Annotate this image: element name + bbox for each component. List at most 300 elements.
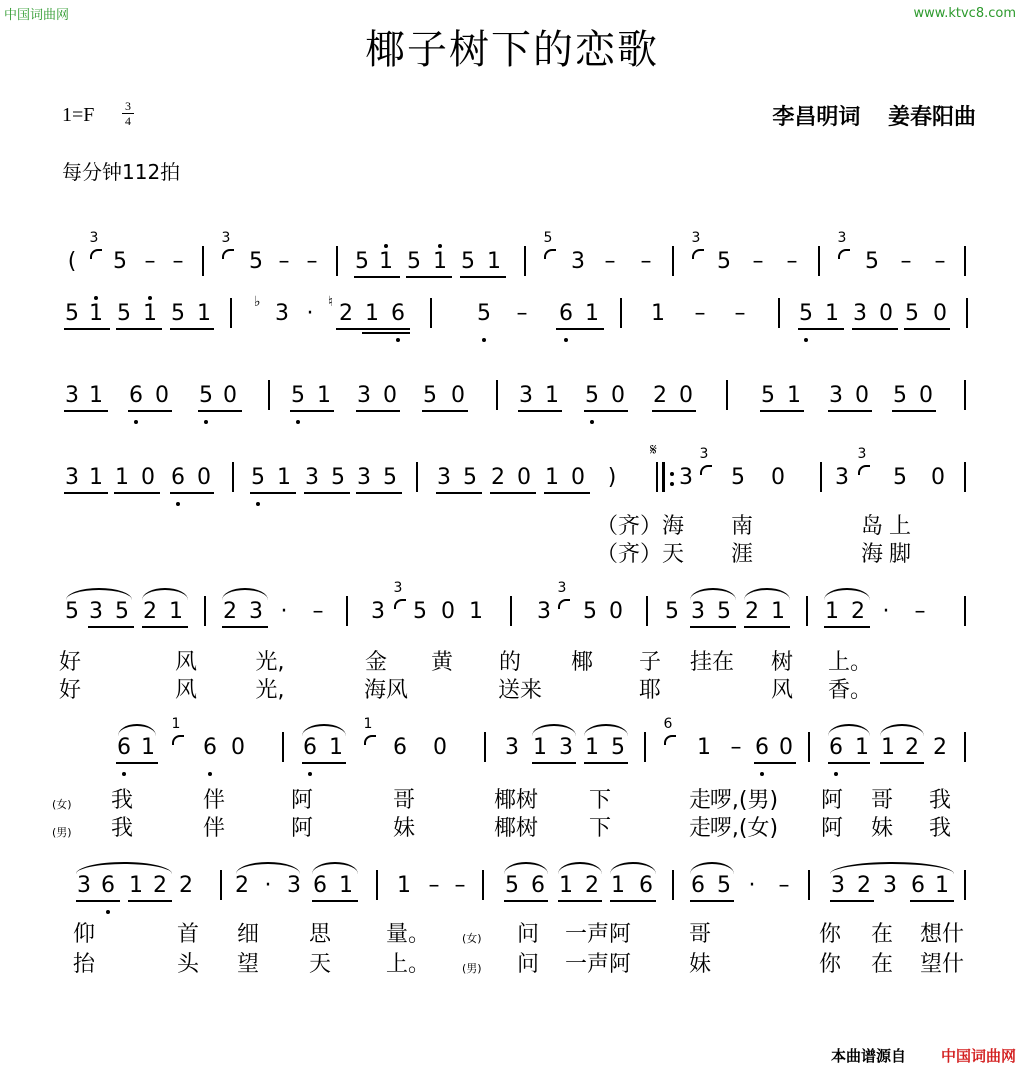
- beam-underline: [754, 762, 796, 764]
- note: 6: [171, 465, 185, 490]
- beam-underline: [436, 492, 482, 494]
- note: –: [752, 249, 764, 274]
- note: ·: [264, 873, 272, 898]
- lyric-line5a: 子: [638, 650, 662, 675]
- note: 5: [893, 465, 907, 490]
- note: 2: [223, 599, 237, 624]
- beam-underline: [652, 410, 696, 412]
- low-octave-dot: [204, 420, 208, 424]
- note: 5: [799, 301, 813, 326]
- note: –: [144, 249, 156, 274]
- note: 5: [413, 599, 427, 624]
- note: 5: [665, 599, 679, 624]
- grace-note: 3: [89, 230, 99, 246]
- barline: [964, 246, 966, 276]
- key-signature: 1=F: [62, 104, 95, 126]
- lyric-line6a: 哥: [870, 788, 894, 813]
- low-octave-dot: [308, 772, 312, 776]
- note: 6: [203, 735, 217, 760]
- note: 5: [117, 301, 131, 326]
- meter-top: 3: [125, 99, 131, 113]
- note: 1: [545, 383, 559, 408]
- lyric-line5b: 耶: [638, 678, 662, 703]
- barline: [778, 298, 780, 328]
- lyric-verse1: 南: [730, 514, 754, 539]
- note: –: [454, 873, 466, 898]
- low-octave-dot: [590, 420, 594, 424]
- lyric-line5a: 风: [174, 650, 198, 675]
- beam-underline: [198, 410, 242, 412]
- grace-note: 3: [393, 580, 403, 596]
- note: 5: [251, 465, 265, 490]
- lyric-line6a-role: (女): [52, 798, 72, 811]
- note: 6: [691, 873, 705, 898]
- lyric-line6b: 走: [688, 816, 712, 841]
- barline: [806, 596, 808, 626]
- low-octave-dot: [760, 772, 764, 776]
- lyric-line5b: 送来: [497, 678, 543, 703]
- barline: [820, 462, 822, 492]
- lyric-line5a: 黄: [430, 650, 454, 675]
- note: 2: [143, 599, 157, 624]
- barline: [672, 870, 674, 900]
- beam-underline: [76, 900, 120, 902]
- beam-underline: [828, 410, 872, 412]
- note: 1: [487, 249, 501, 274]
- lyric-line6b: 我: [110, 816, 134, 841]
- credits: 李昌明词 姜春阳曲: [772, 105, 976, 130]
- beam-underline: [116, 762, 158, 764]
- beam-underline: [114, 492, 160, 494]
- beam-underline: [64, 410, 108, 412]
- lyric-line7b: 上。: [385, 952, 431, 977]
- site-url-right[interactable]: www.ktvc8.com: [913, 6, 1016, 21]
- note: 5: [717, 599, 731, 624]
- note: 1: [881, 735, 895, 760]
- beam-underline: [518, 410, 562, 412]
- note: 1: [825, 599, 839, 624]
- note: 1: [277, 465, 291, 490]
- note: 1: [697, 735, 711, 760]
- beam-underline: [356, 492, 402, 494]
- barline: [966, 298, 968, 328]
- repeat-barline: [662, 462, 665, 492]
- barline: [964, 870, 966, 900]
- note: (: [67, 249, 77, 274]
- beam-underline: [558, 900, 602, 902]
- tempo-marking: 每分钟112拍: [62, 160, 181, 184]
- note: 3: [559, 735, 573, 760]
- note: 0: [771, 465, 785, 490]
- note: 0: [517, 465, 531, 490]
- note: 2: [745, 599, 759, 624]
- low-octave-dot: [208, 772, 212, 776]
- lyric-line5b: 海风: [363, 678, 409, 703]
- note: –: [900, 249, 912, 274]
- high-octave-dot: [384, 244, 388, 248]
- grace-note: 3: [699, 446, 709, 462]
- lyric-line5a: 椰: [570, 650, 594, 675]
- lyric-line6b: 啰,(女): [709, 816, 779, 841]
- source-label: 本曲谱源自: [830, 1047, 906, 1065]
- note: 0: [609, 599, 623, 624]
- barline: [620, 298, 622, 328]
- note: 0: [433, 735, 447, 760]
- lyric-line6a: 阿: [820, 788, 844, 813]
- lyric-line7b: 妹: [688, 952, 712, 977]
- note: 5: [249, 249, 263, 274]
- note: 1: [317, 383, 331, 408]
- note: ): [607, 465, 617, 490]
- note: 6: [911, 873, 925, 898]
- note: ·: [882, 599, 890, 624]
- grace-curve: [394, 599, 406, 609]
- beam-underline: [584, 410, 628, 412]
- note: 6: [531, 873, 545, 898]
- lyric-line5b: 光,: [255, 678, 285, 703]
- lyric-line7a-role: (女): [462, 932, 482, 945]
- note: 5: [731, 465, 745, 490]
- lyric-line5b: 好: [58, 678, 82, 703]
- note: 3: [505, 735, 519, 760]
- barline: [482, 870, 484, 900]
- beam-underline: [504, 900, 548, 902]
- note: 3: [691, 599, 705, 624]
- lyric-line6b: 阿: [290, 816, 314, 841]
- note: 2: [653, 383, 667, 408]
- note: 6: [129, 383, 143, 408]
- note: 1: [469, 599, 483, 624]
- note: 1: [329, 735, 343, 760]
- slur-tie: [828, 724, 870, 736]
- note: 6: [639, 873, 653, 898]
- barline: [964, 462, 966, 492]
- grace-curve: [692, 249, 704, 259]
- barline: [672, 246, 674, 276]
- note: 6: [117, 735, 131, 760]
- note: 6: [101, 873, 115, 898]
- note: –: [278, 249, 290, 274]
- barline: [646, 596, 648, 626]
- note: –: [640, 249, 652, 274]
- beam-underline: [290, 410, 334, 412]
- beam-underline: [422, 410, 468, 412]
- grace-curve: [558, 599, 570, 609]
- lyric-line5a: 好: [58, 650, 82, 675]
- slur-tie: [236, 862, 300, 874]
- lyric-verse2: 涯: [730, 542, 754, 567]
- note: 1: [89, 301, 103, 326]
- note: 5: [583, 599, 597, 624]
- beam-underline: [362, 328, 410, 330]
- note: –: [778, 873, 790, 898]
- grace-curve: [544, 249, 556, 259]
- site-logo-left[interactable]: 中国词曲网: [4, 8, 70, 23]
- note: –: [914, 599, 926, 624]
- grace-curve: [700, 465, 712, 475]
- slur-tie: [744, 588, 790, 600]
- beam-underline: [170, 492, 214, 494]
- lyric-line6a: 下: [588, 788, 612, 813]
- note: 5: [893, 383, 907, 408]
- note: 3: [679, 465, 693, 490]
- note: 1: [855, 735, 869, 760]
- grace-note: 3: [837, 230, 847, 246]
- lyric-line7b: 抬: [72, 952, 96, 977]
- flat-sign: ♭: [254, 294, 261, 310]
- lyric-line6a: 阿: [290, 788, 314, 813]
- note: 5: [331, 465, 345, 490]
- lyric-line6a: 走: [688, 788, 712, 813]
- note: 1: [433, 249, 447, 274]
- note: 1: [533, 735, 547, 760]
- lyric-line7b: 望什: [919, 952, 965, 977]
- beam-underline: [406, 276, 452, 278]
- beam-underline: [490, 492, 536, 494]
- lyric-line5a: 上。: [827, 650, 873, 675]
- note: 1: [787, 383, 801, 408]
- barline: [484, 732, 486, 762]
- lyric-line7b: 头: [176, 952, 200, 977]
- note: 1: [169, 599, 183, 624]
- lyric-line7b: 问: [516, 952, 540, 977]
- barline: [376, 870, 378, 900]
- note: 0: [919, 383, 933, 408]
- note: 1: [397, 873, 411, 898]
- note: 3: [883, 873, 897, 898]
- lyric-line7a: 一声阿: [564, 922, 632, 947]
- note: 3: [89, 599, 103, 624]
- barline: [964, 596, 966, 626]
- segno-sign: 𝄋: [650, 440, 657, 459]
- lyric-line7a: 想什: [919, 922, 965, 947]
- note: 1: [365, 301, 379, 326]
- note: 5: [761, 383, 775, 408]
- beam-underline: [744, 626, 790, 628]
- low-octave-dot: [296, 420, 300, 424]
- beam-underline: [904, 328, 950, 330]
- note: 1: [129, 873, 143, 898]
- note: 1: [585, 735, 599, 760]
- note: 1: [141, 735, 155, 760]
- lyric-verse2: 海: [860, 542, 884, 567]
- low-octave-dot: [106, 910, 110, 914]
- lyric-line6b: 阿: [820, 816, 844, 841]
- grace-curve: [222, 249, 234, 259]
- barline: [346, 596, 348, 626]
- note: 6: [393, 735, 407, 760]
- note: 6: [755, 735, 769, 760]
- note: 0: [855, 383, 869, 408]
- slur-tie: [824, 588, 870, 600]
- note: 1: [197, 301, 211, 326]
- note: 1: [935, 873, 949, 898]
- lyric-line5a: 树: [770, 650, 794, 675]
- beam-underline: [304, 492, 350, 494]
- note: 5: [865, 249, 879, 274]
- slur-tie: [504, 862, 548, 874]
- note: 3: [249, 599, 263, 624]
- note: 1: [89, 383, 103, 408]
- barline: [204, 596, 206, 626]
- note: 3: [437, 465, 451, 490]
- slur-tie: [690, 862, 734, 874]
- note: 1: [585, 301, 599, 326]
- lyric-line6a: 伴: [202, 788, 226, 813]
- lyric-verse1: （齐）海: [595, 514, 685, 539]
- slur-tie: [118, 724, 156, 736]
- lyric-line6b-role: (男): [52, 826, 72, 839]
- lyric-line6b: 妹: [870, 816, 894, 841]
- grace-note: 1: [171, 716, 181, 732]
- high-octave-dot: [438, 244, 442, 248]
- lyric-line7b: 你: [818, 952, 842, 977]
- note: 5: [383, 465, 397, 490]
- note: –: [730, 735, 742, 760]
- barline: [510, 596, 512, 626]
- note: –: [786, 249, 798, 274]
- lyric-line5a: 挂在: [689, 650, 735, 675]
- note: 2: [235, 873, 249, 898]
- note: ·: [306, 301, 314, 326]
- note: 6: [559, 301, 573, 326]
- lyric-line7a: 你: [818, 922, 842, 947]
- note: 5: [505, 873, 519, 898]
- note: 5: [115, 599, 129, 624]
- note: 5: [423, 383, 437, 408]
- grace-note: 3: [557, 580, 567, 596]
- barline: [230, 298, 232, 328]
- note: 2: [857, 873, 871, 898]
- slur-tie: [558, 862, 602, 874]
- note: 3: [65, 383, 79, 408]
- grace-curve: [664, 735, 676, 745]
- lyric-line6a: 哥: [392, 788, 416, 813]
- lyric-line7a: 哥: [688, 922, 712, 947]
- note: 3: [829, 383, 843, 408]
- note: 5: [717, 249, 731, 274]
- beam-underline: [852, 328, 898, 330]
- grace-note: 5: [543, 230, 553, 246]
- beam-underline: [584, 762, 628, 764]
- note: 2: [933, 735, 947, 760]
- barline: [964, 732, 966, 762]
- note: 0: [155, 383, 169, 408]
- beam-underline: [830, 900, 874, 902]
- slur-tie: [532, 724, 576, 736]
- note: 6: [829, 735, 843, 760]
- slur-tie: [76, 862, 172, 874]
- beam-underline: [128, 410, 172, 412]
- note: 0: [933, 301, 947, 326]
- slur-tie: [302, 724, 346, 736]
- source-site[interactable]: 中国词曲网: [940, 1047, 1016, 1065]
- lyric-verse1: 上: [888, 514, 912, 539]
- note: 0: [679, 383, 693, 408]
- note: –: [934, 249, 946, 274]
- beam-underline: [88, 626, 134, 628]
- barline: [282, 732, 284, 762]
- lyric-line5b: 香。: [827, 678, 873, 703]
- lyric-line7b: 天: [308, 952, 332, 977]
- repeat-dot: [670, 482, 674, 486]
- note: 5: [65, 599, 79, 624]
- grace-curve: [90, 249, 102, 259]
- lyric-verse1: 岛: [860, 514, 884, 539]
- note: 5: [65, 301, 79, 326]
- grace-note: 3: [857, 446, 867, 462]
- note: 3: [853, 301, 867, 326]
- barline: [416, 462, 418, 492]
- note: 3: [357, 465, 371, 490]
- note: 0: [197, 465, 211, 490]
- note: 1: [651, 301, 665, 326]
- note: 3: [537, 599, 551, 624]
- note: 5: [717, 873, 731, 898]
- note: 0: [383, 383, 397, 408]
- note: 5: [461, 249, 475, 274]
- beam-underline: [312, 900, 358, 902]
- beam-underline: [116, 328, 162, 330]
- note: 1: [89, 465, 103, 490]
- lyric-line7b: 望: [236, 952, 260, 977]
- note: –: [312, 599, 324, 624]
- beam-underline: [64, 492, 108, 494]
- note: 5: [171, 301, 185, 326]
- slur-tie: [690, 588, 736, 600]
- note: 1: [545, 465, 559, 490]
- time-signature: [122, 100, 134, 127]
- grace-note: 3: [221, 230, 231, 246]
- note: 0: [223, 383, 237, 408]
- lyric-verse2: （齐）天: [595, 542, 685, 567]
- lyric-line6b: 伴: [202, 816, 226, 841]
- lyric-line5b: 风: [770, 678, 794, 703]
- note: 0: [879, 301, 893, 326]
- lyric-line6a: 我: [928, 788, 952, 813]
- low-octave-dot: [564, 338, 568, 342]
- note: 5: [407, 249, 421, 274]
- note: –: [734, 301, 746, 326]
- note: ·: [748, 873, 756, 898]
- lyric-line6a: 椰树: [493, 788, 539, 813]
- grace-curve: [858, 465, 870, 475]
- note: 2: [585, 873, 599, 898]
- note: 5: [291, 383, 305, 408]
- note: 3: [275, 301, 289, 326]
- beam-underline: [142, 626, 188, 628]
- beam-underline: [170, 328, 214, 330]
- beam-underline: [356, 410, 400, 412]
- beam-underline: [544, 492, 590, 494]
- slur-tie: [880, 724, 924, 736]
- note: ·: [280, 599, 288, 624]
- beam-underline: [128, 900, 172, 902]
- slur-tie: [610, 862, 656, 874]
- note: 1: [825, 301, 839, 326]
- beam-underline: [610, 900, 656, 902]
- barline: [336, 246, 338, 276]
- barline: [232, 462, 234, 492]
- high-octave-dot: [94, 296, 98, 300]
- low-octave-dot: [396, 338, 400, 342]
- lyric-line6b: 妹: [392, 816, 416, 841]
- note: 3: [305, 465, 319, 490]
- note: 5: [113, 249, 127, 274]
- note: 0: [931, 465, 945, 490]
- high-octave-dot: [148, 296, 152, 300]
- note: 3: [831, 873, 845, 898]
